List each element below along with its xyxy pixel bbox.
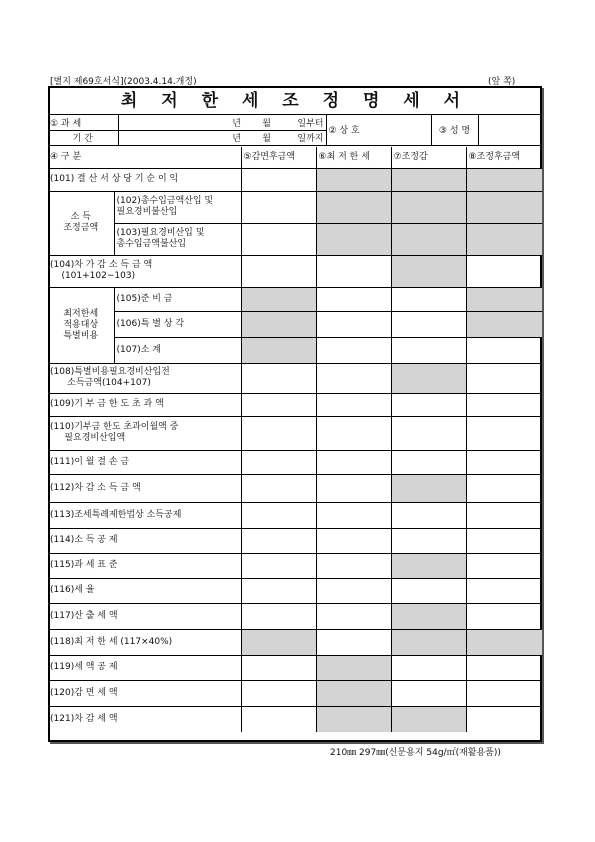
shaded-cell bbox=[241, 287, 316, 311]
row-114-label: (114)소 득 공 제 bbox=[48, 528, 241, 553]
shaded-cell bbox=[241, 311, 316, 337]
to-day-label: 일까지 bbox=[273, 130, 326, 145]
cell-113-7[interactable] bbox=[391, 502, 466, 528]
form-title: 최 저 한 세 조 정 명 세 서 bbox=[48, 88, 542, 115]
to-month-label: 월 bbox=[243, 130, 273, 145]
cell-113-8[interactable] bbox=[466, 502, 542, 528]
row-104-label: (104)차 가 감 소 득 금 액 (101+102−103) bbox=[48, 255, 241, 287]
cell-120-5[interactable] bbox=[241, 680, 316, 706]
cell-106-7[interactable] bbox=[391, 311, 466, 337]
cell-116-5[interactable] bbox=[241, 578, 316, 603]
row-102-label: (102)총수입금액산입 및 필요경비불산입 bbox=[114, 191, 241, 223]
header-col8: ⑧조정후금액 bbox=[466, 147, 542, 168]
shaded-cell bbox=[241, 629, 316, 655]
cell-108-6[interactable] bbox=[316, 363, 391, 393]
cell-115-5[interactable] bbox=[241, 553, 316, 578]
cell-114-7[interactable] bbox=[391, 528, 466, 553]
cell-108-8[interactable] bbox=[466, 363, 542, 393]
cell-104-5[interactable] bbox=[241, 255, 316, 287]
cell-114-5[interactable] bbox=[241, 528, 316, 553]
row-118-label: (118)최 저 한 세 (117×40%) bbox=[48, 629, 241, 655]
cell-116-6[interactable] bbox=[316, 578, 391, 603]
cell-116-7[interactable] bbox=[391, 578, 466, 603]
cell-101-5[interactable] bbox=[241, 168, 316, 191]
row-111-label: (111)이 월 결 손 금 bbox=[48, 450, 241, 474]
cell-111-7[interactable] bbox=[391, 450, 466, 474]
to-year-field[interactable] bbox=[118, 130, 198, 145]
cell-113-6[interactable] bbox=[316, 502, 391, 528]
form-id: [별지 제69호서식](2003.4.14.개정) bbox=[50, 77, 197, 87]
shaded-cell bbox=[391, 603, 466, 629]
row-116-label: (116)세 율 bbox=[48, 578, 241, 603]
row-117-label: (117)산 출 세 액 bbox=[48, 603, 241, 629]
shaded-cell bbox=[466, 287, 542, 311]
cell-114-8[interactable] bbox=[466, 528, 542, 553]
header-col7: ⑦조정감 bbox=[391, 147, 466, 168]
cell-120-8[interactable] bbox=[466, 680, 542, 706]
cell-111-5[interactable] bbox=[241, 450, 316, 474]
from-year-field[interactable] bbox=[118, 115, 198, 130]
row-113-label: (113)조세특례제한법상 소득공제 bbox=[48, 502, 241, 528]
paper-spec-footer: 210㎜ 297㎜(신문용지 54g/㎡(재활용품)) bbox=[330, 748, 501, 758]
shaded-cell bbox=[316, 655, 391, 680]
cell-104-8[interactable] bbox=[466, 255, 542, 287]
cell-115-8[interactable] bbox=[466, 553, 542, 578]
tax-period-label-1: ① 과 세 bbox=[48, 115, 118, 130]
shaded-cell bbox=[391, 363, 466, 393]
cell-117-5[interactable] bbox=[241, 603, 316, 629]
row-121-label: (121)차 감 세 액 bbox=[48, 706, 241, 732]
row-107-label: (107)소 계 bbox=[114, 337, 241, 363]
row-109-label: (109)기 부 금 한 도 초 과 액 bbox=[48, 393, 241, 416]
group-special-label: 최저한세 적용대상 특별비용 bbox=[48, 287, 114, 363]
cell-118-6[interactable] bbox=[316, 629, 391, 655]
shaded-cell bbox=[316, 191, 391, 223]
group-income-label: 소 득 조정금액 bbox=[48, 191, 114, 255]
header-col5: ⑤감면후금액 bbox=[241, 147, 316, 168]
shaded-cell bbox=[466, 168, 542, 191]
company-label: ② 상 호 bbox=[326, 115, 431, 145]
shaded-cell bbox=[316, 680, 391, 706]
row-103-label: (103)필요경비산입 및 총수입금액불산입 bbox=[114, 223, 241, 255]
cell-120-7[interactable] bbox=[391, 680, 466, 706]
row-101-label: (101) 결 산 서 상 당 기 순 이 익 bbox=[48, 168, 241, 191]
shaded-cell bbox=[391, 706, 466, 732]
row-119-label: (119)세 액 공 제 bbox=[48, 655, 241, 680]
cell-110-6[interactable] bbox=[316, 416, 391, 450]
row-112-label: (112)차 감 소 득 금 액 bbox=[48, 474, 241, 502]
cell-121-5[interactable] bbox=[241, 706, 316, 732]
from-month-label: 월 bbox=[243, 115, 273, 130]
cell-113-5[interactable] bbox=[241, 502, 316, 528]
info-table bbox=[48, 115, 542, 146]
cell-103-5[interactable] bbox=[241, 223, 316, 255]
cell-107-7[interactable] bbox=[391, 337, 466, 363]
row-105-label: (105)준 비 금 bbox=[114, 287, 241, 311]
cell-110-5[interactable] bbox=[241, 416, 316, 450]
shaded-cell bbox=[241, 337, 316, 363]
header-division: ④ 구 분 bbox=[48, 147, 241, 168]
row-120-label: (120)감 면 세 액 bbox=[48, 680, 241, 706]
cell-115-6[interactable] bbox=[316, 553, 391, 578]
shaded-cell bbox=[466, 311, 542, 337]
cell-121-8[interactable] bbox=[466, 706, 542, 732]
cell-119-8[interactable] bbox=[466, 655, 542, 680]
tax-period-label-2: 기 간 bbox=[48, 130, 118, 145]
shaded-cell bbox=[466, 191, 542, 223]
row-106-label: (106)특 별 상 각 bbox=[114, 311, 241, 337]
to-year-label: 년 bbox=[198, 130, 243, 145]
shaded-cell bbox=[316, 706, 391, 732]
cell-112-6[interactable] bbox=[316, 474, 391, 502]
name-label: ③ 성 명 bbox=[431, 115, 478, 145]
row-110-label: (110)기부금 한도 초과이월액 중 필요경비산입액 bbox=[48, 416, 241, 450]
row-108-label: (108)특별비용필요경비산입전 소득금액(104+107) bbox=[48, 363, 241, 393]
cell-111-8[interactable] bbox=[466, 450, 542, 474]
cell-102-5[interactable] bbox=[241, 191, 316, 223]
cell-116-8[interactable] bbox=[466, 578, 542, 603]
header-col6: ⑥최 저 한 세 bbox=[316, 147, 391, 168]
cell-119-7[interactable] bbox=[391, 655, 466, 680]
cell-107-8[interactable] bbox=[466, 337, 542, 363]
shaded-cell bbox=[391, 223, 466, 255]
cell-111-6[interactable] bbox=[316, 450, 391, 474]
cell-108-5[interactable] bbox=[241, 363, 316, 393]
cell-112-5[interactable] bbox=[241, 474, 316, 502]
cell-112-8[interactable] bbox=[466, 474, 542, 502]
cell-109-8[interactable] bbox=[466, 393, 542, 416]
shaded-cell bbox=[391, 255, 466, 287]
page-side-label: (앞 쪽) bbox=[488, 77, 516, 87]
shaded-cell bbox=[391, 474, 466, 502]
cell-105-6[interactable] bbox=[316, 287, 391, 311]
cell-110-7[interactable] bbox=[391, 416, 466, 450]
name-field[interactable] bbox=[478, 115, 542, 145]
shaded-cell bbox=[391, 191, 466, 223]
cell-119-5[interactable] bbox=[241, 655, 316, 680]
shaded-cell bbox=[391, 553, 466, 578]
cell-109-6[interactable] bbox=[316, 393, 391, 416]
cell-110-8[interactable] bbox=[466, 416, 542, 450]
row-115-label: (115)과 세 표 준 bbox=[48, 553, 241, 578]
cell-106-6[interactable] bbox=[316, 311, 391, 337]
shaded-cell bbox=[391, 168, 466, 191]
cell-109-5[interactable] bbox=[241, 393, 316, 416]
adjustment-table bbox=[48, 147, 542, 732]
shaded-cell bbox=[391, 629, 466, 655]
shaded-cell bbox=[466, 629, 542, 655]
cell-107-6[interactable] bbox=[316, 337, 391, 363]
from-day-label: 일부터 bbox=[273, 115, 326, 130]
cell-114-6[interactable] bbox=[316, 528, 391, 553]
shaded-cell bbox=[316, 223, 391, 255]
cell-117-8[interactable] bbox=[466, 603, 542, 629]
cell-104-6[interactable] bbox=[316, 255, 391, 287]
from-year-label: 년 bbox=[198, 115, 243, 130]
cell-105-7[interactable] bbox=[391, 287, 466, 311]
cell-109-7[interactable] bbox=[391, 393, 466, 416]
shaded-cell bbox=[316, 168, 391, 191]
cell-117-6[interactable] bbox=[316, 603, 391, 629]
shaded-cell bbox=[466, 223, 542, 255]
